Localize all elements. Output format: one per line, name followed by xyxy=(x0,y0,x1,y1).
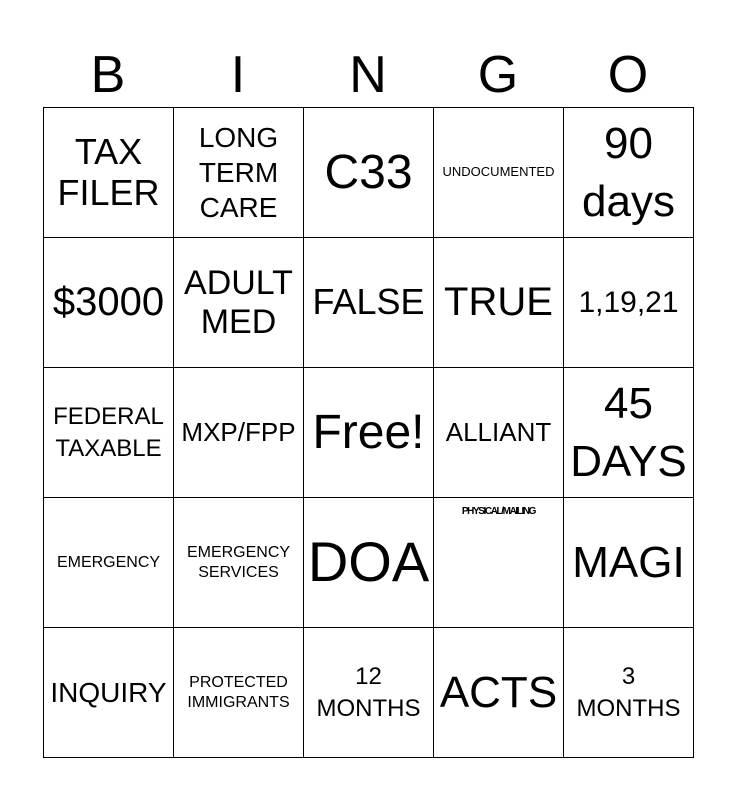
bingo-cell[interactable]: EMERGENCY SERVICES xyxy=(174,498,304,628)
header-letter-o: O xyxy=(607,46,649,104)
header-letter-i: I xyxy=(230,46,246,104)
bingo-cell[interactable]: TRUE xyxy=(434,238,564,368)
bingo-cell[interactable]: EMERGENCY xyxy=(44,498,174,628)
header-letter-b: B xyxy=(90,46,126,104)
bingo-cell[interactable]: TAX FILER xyxy=(44,108,174,238)
free-space[interactable]: Free! xyxy=(304,368,434,498)
bingo-cell[interactable]: PROTECTED IMMIGRANTS xyxy=(174,628,304,758)
bingo-cell[interactable]: 1,19,21 xyxy=(564,238,694,368)
bingo-cell[interactable]: FALSE xyxy=(304,238,434,368)
bingo-board xyxy=(43,107,694,758)
bingo-cell[interactable]: 45 DAYS xyxy=(564,368,694,498)
bingo-cell[interactable]: UNDOCUMENTED xyxy=(434,108,564,238)
bingo-cell[interactable]: ADULT MED xyxy=(174,238,304,368)
bingo-cell[interactable]: MXP/FPP xyxy=(174,368,304,498)
bingo-cell[interactable]: LONG TERM CARE xyxy=(174,108,304,238)
header-letter-g: G xyxy=(477,46,519,104)
bingo-cell[interactable]: ACTS xyxy=(434,628,564,758)
bingo-cell[interactable]: C33 xyxy=(304,108,434,238)
bingo-cell[interactable]: FEDERAL TAXABLE xyxy=(44,368,174,498)
bingo-cell[interactable]: DOA xyxy=(304,498,434,628)
bingo-cell[interactable]: $3000 xyxy=(44,238,174,368)
bingo-header xyxy=(43,40,693,110)
bingo-cell[interactable]: PHYSICAL/MAILING xyxy=(434,498,564,628)
bingo-cell[interactable]: INQUIRY xyxy=(44,628,174,758)
bingo-cell[interactable]: 90 days xyxy=(564,108,694,238)
bingo-cell[interactable]: 3 MONTHS xyxy=(564,628,694,758)
bingo-cell[interactable]: MAGI xyxy=(564,498,694,628)
bingo-cell[interactable]: ALLIANT xyxy=(434,368,564,498)
header-letter-n: N xyxy=(349,46,387,104)
bingo-cell[interactable]: 12 MONTHS xyxy=(304,628,434,758)
